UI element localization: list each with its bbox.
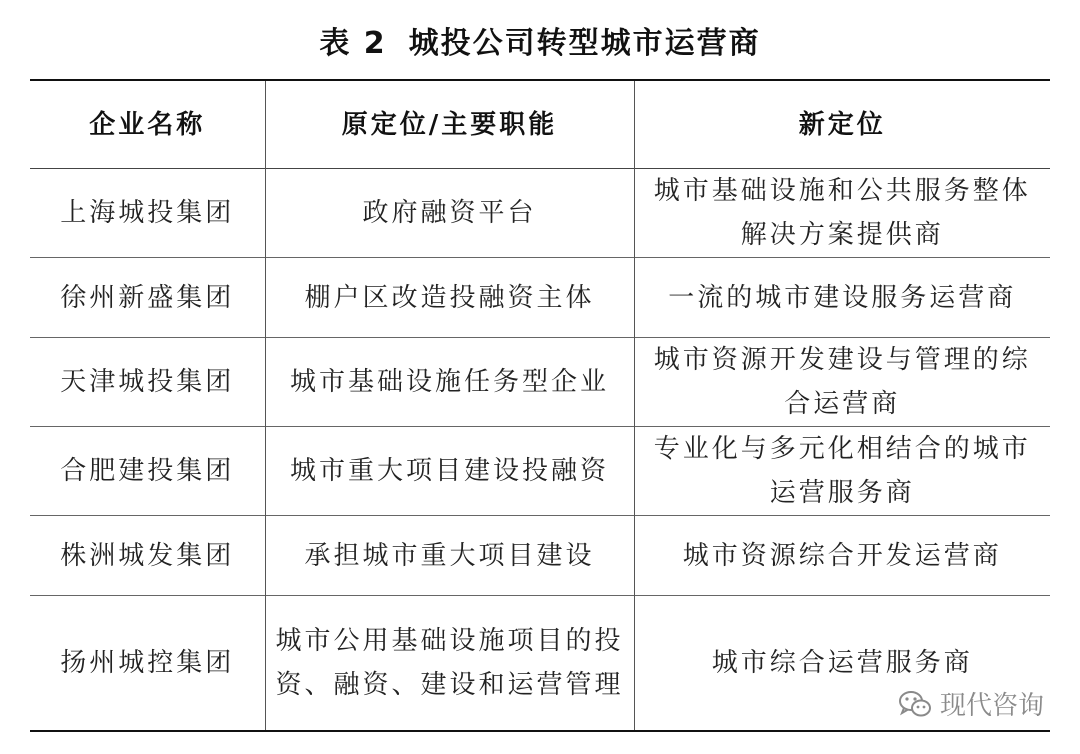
header-new-role: 新定位 [634, 80, 1050, 169]
header-original-role: 原定位/主要职能 [265, 80, 634, 169]
table-title [0, 18, 1080, 62]
table-row [30, 258, 1050, 338]
new-role: 城市综合运营服务商 [634, 596, 1050, 731]
company-name: 上海城投集团 [30, 169, 265, 258]
new-role: 城市基础设施和公共服务整体解决方案提供商 [634, 169, 1050, 258]
new-role: 城市资源开发建设与管理的综合运营商 [634, 338, 1050, 427]
watermark-text: 现代咨询 [939, 691, 1044, 721]
company-name: 合肥建投集团 [30, 427, 265, 516]
watermark [894, 683, 1048, 724]
table-row [30, 427, 1050, 516]
company-name: 扬州城控集团 [30, 596, 265, 731]
original-role: 棚户区改造投融资主体 [265, 258, 634, 338]
original-role: 政府融资平台 [265, 169, 634, 258]
original-role: 承担城市重大项目建设 [265, 516, 634, 596]
new-role: 专业化与多元化相结合的城市运营服务商 [634, 427, 1050, 516]
table-row [30, 338, 1050, 427]
table-row [30, 169, 1050, 258]
wechat-icon [898, 690, 932, 718]
company-name: 株洲城发集团 [30, 516, 265, 596]
company-name: 徐州新盛集团 [30, 258, 265, 338]
table-row [30, 516, 1050, 596]
original-role: 城市重大项目建设投融资 [265, 427, 634, 516]
company-name: 天津城投集团 [30, 338, 265, 427]
original-role: 城市公用基础设施项目的投资、融资、建设和运营管理 [265, 596, 634, 731]
original-role: 城市基础设施任务型企业 [265, 338, 634, 427]
table-caption: 城投公司转型城市运营商 [408, 26, 761, 61]
header-row [30, 80, 1050, 169]
header-company: 企业名称 [30, 80, 265, 169]
comparison-table [30, 79, 1050, 732]
new-role: 一流的城市建设服务运营商 [634, 258, 1050, 338]
table-number: 表 2 [319, 26, 387, 61]
new-role: 城市资源综合开发运营商 [634, 516, 1050, 596]
